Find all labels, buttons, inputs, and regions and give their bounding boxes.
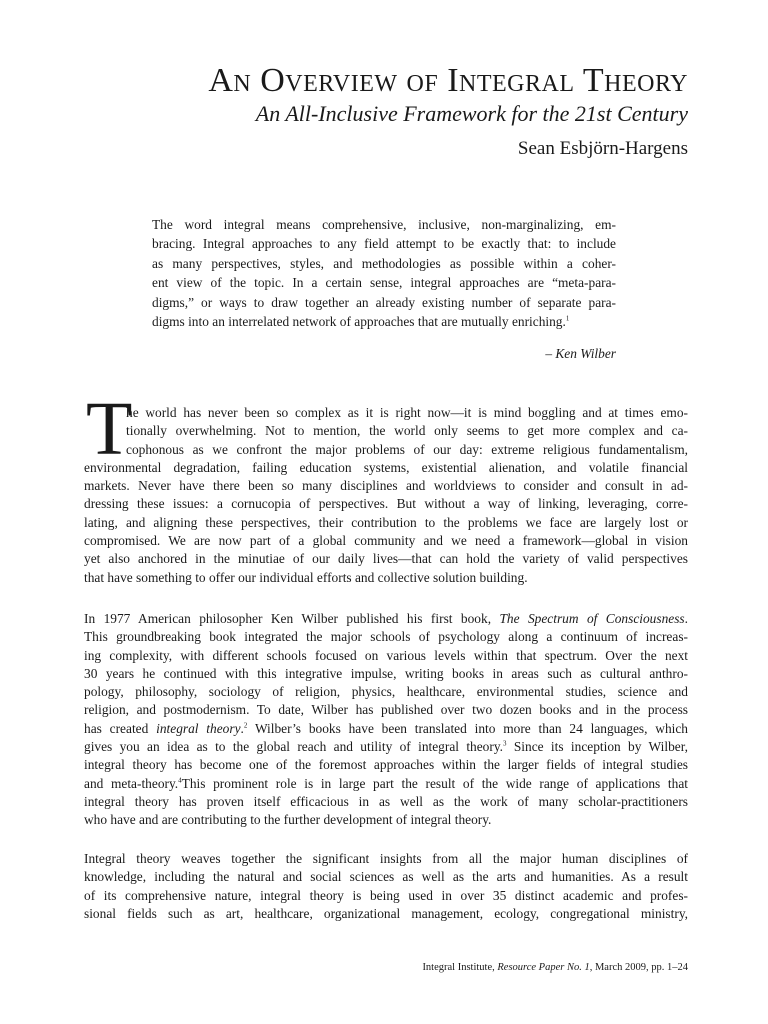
paragraph-line: who have and are contributing to the further development of integral theory. bbox=[84, 812, 492, 828]
paragraph-line: pology, philosophy, sociology of religion, physics, healthcare, environmental studies, science and bbox=[84, 684, 688, 700]
drop-cap: T bbox=[86, 387, 133, 471]
paragraph-2 bbox=[84, 610, 688, 830]
paragraph-line: Integral theory weaves together the significant insights from all the major human disciplines of bbox=[84, 851, 688, 866]
epigraph-line: as many perspectives, styles, and methodologies as possible within a coher- bbox=[152, 255, 616, 271]
paragraph-line: he world has never been so complex as it is right now—it is mind boggling and at times emo- bbox=[126, 405, 688, 420]
paragraph-line bbox=[84, 738, 688, 756]
paragraph-line: ing complexity, with different schools focused on various levels within that spectrum. Over the next bbox=[84, 647, 688, 663]
epigraph-line-text: digms into an interrelated network of approaches that are mutually enriching. bbox=[152, 314, 566, 330]
footnote-mark[interactable]: 1 bbox=[565, 314, 570, 323]
paragraph-line: knowledge, including the natural and social sciences as well as the arts and humanities. As a result bbox=[84, 869, 688, 885]
text-run: . bbox=[684, 611, 689, 626]
paper-subtitle: An All-Inclusive Framework for the 21st Century bbox=[255, 101, 688, 126]
paragraph-line: sional fields such as art, healthcare, organizational management, ecology, congregational ministry, bbox=[84, 905, 688, 921]
text-run: and meta-theory. bbox=[84, 775, 179, 791]
paragraph-line: 30 years he continued with this integrative impulse, writing books in areas such as cultural anthro- bbox=[84, 665, 688, 681]
text-run: . bbox=[240, 720, 244, 736]
text-run: This prominent role is in large part the result of the wide range of applications that bbox=[181, 775, 688, 791]
text-run: Since its inception by Wilber, bbox=[506, 739, 688, 755]
paragraph-line: This groundbreaking book integrated the major schools of psychology along a continuum of increas- bbox=[84, 629, 688, 645]
footer-publisher: Integral Institute, bbox=[422, 962, 498, 973]
paragraph-line: cophonous as we confront the major problems of our day: extreme religious fundamentalism, bbox=[126, 441, 688, 457]
paragraph-line bbox=[84, 610, 688, 628]
epigraph-line: The word integral means comprehensive, inclusive, non-marginalizing, em- bbox=[152, 217, 616, 232]
paper-title: An Overview of Integral Theory bbox=[208, 62, 688, 99]
text-run: has created bbox=[84, 720, 157, 736]
paragraph-line: compromised. We are now part of a global community and we need a framework—global in vision bbox=[84, 533, 688, 549]
paragraph-line: lating, and aligning these perspectives, their contribution to the problems we face are largely lost or bbox=[84, 514, 688, 530]
paragraph-line: markets. Never have there been so many disciplines and worldviews to consider and consult in ad- bbox=[84, 478, 688, 494]
footer-series: Resource Paper No. 1 bbox=[497, 962, 590, 973]
emphasis-term: integral theory bbox=[156, 720, 241, 736]
epigraph-attribution: – Ken Wilber bbox=[545, 346, 616, 361]
footer-date-pages: , March 2009, pp. 1–24 bbox=[589, 962, 688, 973]
footnote-mark[interactable]: 4 bbox=[178, 776, 182, 785]
epigraph-line: bracing. Integral approaches to any field attempt to be exactly that: to include bbox=[152, 236, 616, 252]
paragraph-3 bbox=[84, 850, 688, 923]
page-footer bbox=[422, 962, 688, 973]
paragraph-line: tionally overwhelming. Not to mention, the world only seems to get more complex and ca- bbox=[126, 423, 688, 439]
paragraph-line: of its comprehensive nature, integral theory is being used in over 35 distinct academic and profes- bbox=[84, 887, 688, 903]
epigraph-line bbox=[152, 312, 616, 331]
epigraph-quote bbox=[152, 215, 616, 331]
paragraph-line: that have something to offer our individual efforts and collective solution building. bbox=[84, 569, 528, 585]
footnote-mark[interactable]: 2 bbox=[243, 721, 248, 730]
paragraph-line: environmental degradation, failing education systems, existential alienation, and volatile financial bbox=[84, 459, 688, 475]
paragraph-line bbox=[84, 720, 688, 738]
text-run: gives you an idea as to the global reach and utility of integral theory. bbox=[84, 739, 504, 755]
text-run: Wilber’s books have been translated into more than 24 languages, which bbox=[247, 720, 689, 736]
paragraph-1 bbox=[84, 404, 688, 587]
paragraph-line: religion, and postmodernism. To date, Wilber has published over two dozen books and in the process bbox=[84, 702, 688, 718]
paragraph-line bbox=[84, 775, 688, 793]
paragraph-line: yet also anchored in the minutiae of our daily lives—that can hold the variety of valid perspectives bbox=[84, 551, 688, 567]
paragraph-line: dressing these issues: a cornucopia of perspectives. But without a way of linking, leveraging, corre- bbox=[84, 496, 688, 512]
paragraph-line: integral theory has proven itself efficacious in as well as the work of many scholar-practitioners bbox=[84, 793, 688, 809]
author-name: Sean Esbjörn-Hargens bbox=[517, 138, 688, 159]
text-run: In 1977 American philosopher Ken Wilber published his first book, bbox=[84, 611, 500, 626]
paragraph-line: integral theory has become one of the foremost approaches within the larger fields of integral studies bbox=[84, 757, 688, 773]
footnote-mark[interactable]: 3 bbox=[503, 739, 507, 748]
epigraph-line: digms,” or ways to draw together an already existing number of separate para- bbox=[152, 294, 616, 310]
epigraph-line: ent view of the topic. In a certain sense, integral approaches are “meta-para- bbox=[152, 275, 616, 291]
book-title: The Spectrum of Consciousness bbox=[499, 611, 685, 626]
